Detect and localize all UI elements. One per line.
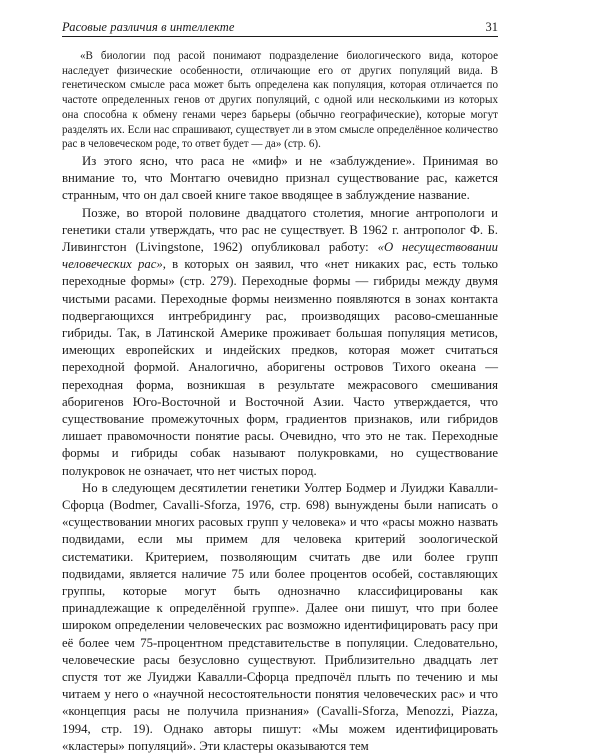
book-page — [62, 18, 498, 753]
paragraph-2-italic-title: «О несуществовании человеческих рас» — [62, 239, 498, 272]
paragraph-2-text-after: , в которых он заявил, что «нет никаких рас, есть только переходные формы» (стр. 279). Переходные формы — гибриды между двумя чистыми расами. Переходные формы неизменно появляются в зонах контакта подвергающихся интребридингу рас, производящих расово-смешанные гибриды. Так, в Латинской Америке проживает большая популяция метисов, имеющих европейских и индейских предков, которая может считаться переходной формой. Аналогично, аборигены островов Тихого океана — переходная форма, возникшая в результате межрасового смешивания аборигенов Юго-Восточной и Восточной Азии. Часто утверждается, что существование промежуточных форм, градиентов признаков, или гибридов лишает правомочности понятие расы. Очевидно, что это не так. Переходные формы и гибриды собак называют полукровками, но существование полукровок не означает, что нет чистых пород. — [62, 257, 498, 478]
running-title: Расовые различия в интеллекте — [62, 20, 235, 34]
paragraph-1: Из этого ясно, что раса не «миф» и не «заблуждение». Принимая во внимание то, что Монтагю очевидно признал существование рас, кажется странным, что он дал своей книге такое вводящее в заблуждение название. — [62, 153, 498, 203]
running-header — [62, 18, 498, 37]
paragraph-2 — [62, 205, 498, 480]
block-quote: «В биологии под расой понимают подразделение биологического вида, которое наследует физические особенности, отличающие его от других популяций вида. В генетическом смысле раса может быть определена как популяция, которая отличается по частоте определенных генов от других популяций, с одной или несколькими из которых она способна к обмену генами через барьеры (обычно географические), которые могут разделять их. Если нас спрашивают, существует ли в этом смысле определённое количество рас в человеческом роде, то ответ будет — да» (стр. 6). — [62, 50, 498, 151]
paragraph-2-text-before: Позже, во второй половине двадцатого столетия, многие антропологи и генетики стали утверждать, что рас не существует. В 1962 г. антрополог Ф. Б. Ливингстон (Livingstone, 1962) опубликовал работу: — [62, 205, 498, 254]
paragraph-3: Но в следующем десятилетии генетики Уолтер Бодмер и Луиджи Кавалли-Сфорца (Bodmer, Cavalli-Sforza, 1976, стр. 698) вынуждены были написать о «существовании многих расовых групп у человека» и что «расы можно назвать подвидами, если мы примем для человека критерий зоологической систематики. Критерием, позволяющим считать две или более групп подвидами, является наличие 75 или более процентов особей, составляющих группы, которые могут быть однозначно классифицированы как принадлежащие к определённой группе». Далее они пишут, что при более широком определении человеческих рас возможно идентифицировать расу при её более чем 75-процентном представительстве в популяции. Следовательно, человеческие расы безусловно существуют. Приблизительно двадцать лет спустя тот же Луиджи Кавалли-Сфорца предпочёл плыть по течению и мы читаем у него о «научной несостоятельности понятия человеческих рас» и что «концепция расы не получила признания» (Cavalli-Sforza, Menozzi, Piazza, 1994, стр. 19). Однако авторы пишут: «Мы можем идентифицировать «кластеры» популяций». Эти кластеры оказываются тем — [62, 480, 498, 753]
page-number: 31 — [485, 20, 498, 34]
